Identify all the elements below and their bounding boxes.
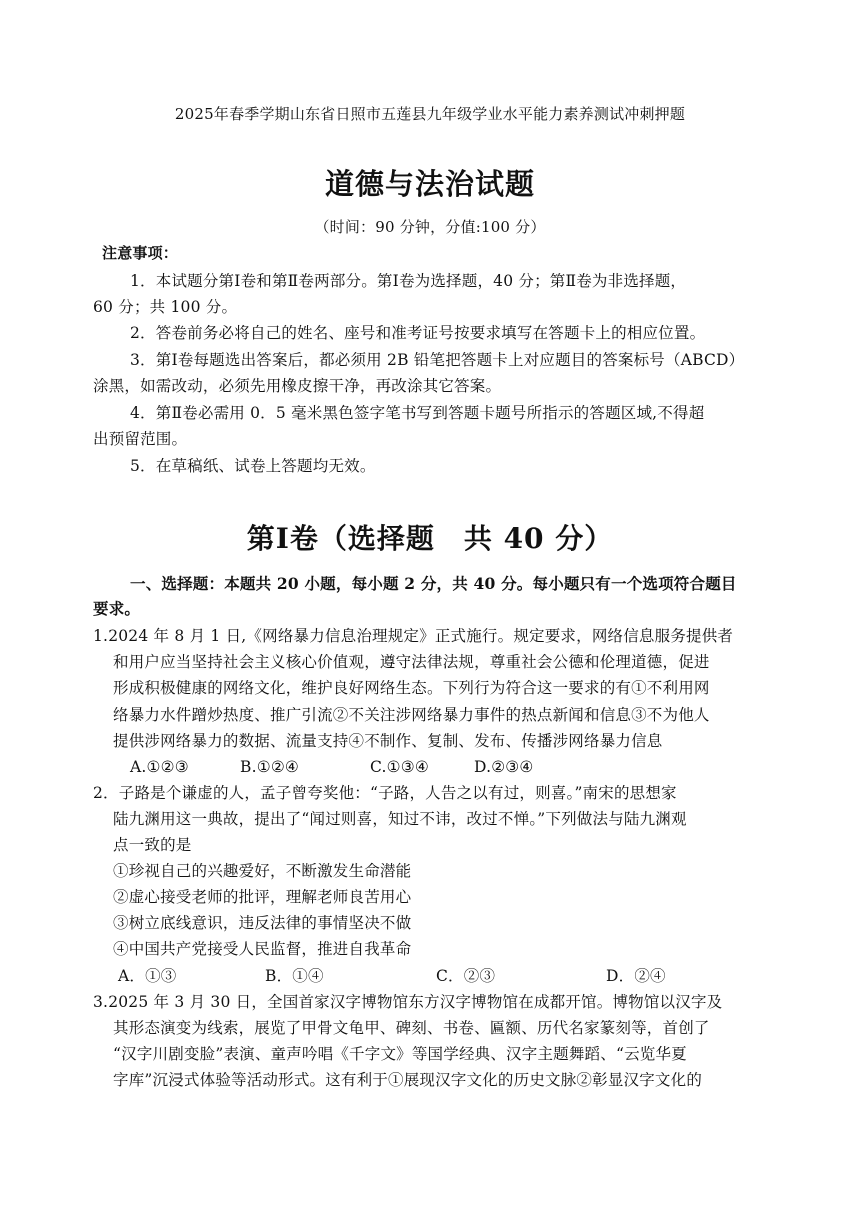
question-1-line: 形成积极健康的网络文化，维护良好网络生态。下列行为符合这一要求的有①不利用网: [113, 679, 710, 697]
notice-line: 出预留范围。: [93, 430, 188, 448]
section-instruction: 要求。: [93, 599, 141, 618]
question-2-line: 陆九渊用这一典故，提出了“闻过则喜，知过不讳，改过不惮。”下列做法与陆九渊观: [113, 810, 687, 828]
option-a: A．①③: [118, 967, 177, 985]
question-2-line: ④中国共产党接受人民监督，推进自我革命: [113, 940, 412, 958]
notice-line: 60 分；共 100 分。: [93, 298, 238, 316]
notice-line: 1．本试题分第Ⅰ卷和第Ⅱ卷两部分。第Ⅰ卷为选择题，40 分；第Ⅱ卷为非选择题，: [130, 272, 687, 290]
section-instruction: 一、选择题：本题共 20 小题，每小题 2 分，共 40 分。每小题只有一个选项符合题目: [130, 574, 737, 593]
question-1-line: 络暴力水件蹭炒热度、推广引流②不关注涉网络暴力事件的热点新闻和信息③不为他人: [113, 706, 710, 724]
question-2-line: 2．子路是个谦虚的人，孟子曾夸奖他：“子路，人告之以有过，则喜。”南宋的思想家: [93, 784, 677, 802]
question-3-line: 其形态演变为线索，展览了甲骨文龟甲、碑刻、书卷、匾额、历代名家篆刻等，首创了: [113, 1019, 710, 1037]
exam-title: 道德与法治试题: [324, 167, 535, 201]
notice-heading: 注意事项：: [102, 244, 179, 262]
section-heading: 第Ⅰ卷（选择题 共 40 分）: [246, 522, 614, 555]
option-c: C．②③: [436, 967, 496, 985]
question-2-line: ③树立底线意识，违反法律的事情坚决不做: [113, 914, 412, 932]
question-2-line: ②虚心接受老师的批评，理解老师良苦用心: [113, 888, 412, 906]
question-1-line: 和用户应当坚持社会主义核心价值观，遵守法律法规，尊重社会公德和伦理道德，促进: [113, 653, 710, 671]
question-3-line: “汉字川剧变脸”表演、童声吟唱《千字文》等国学经典、汉字主题舞蹈、“云览华夏: [113, 1045, 687, 1063]
option-b: B.①②④: [240, 758, 300, 776]
question-3-line: 3.2025 年 3 月 30 日，全国首家汉字博物馆东方汉字博物馆在成都开馆。博物馆以汉字及: [93, 993, 723, 1011]
notice-line: 5．在草稿纸、试卷上答题均无效。: [130, 457, 376, 475]
notice-line: 4．第Ⅱ卷必需用 0．5 毫米黑色签字笔书写到答题卡题号所指示的答题区域,不得超: [130, 404, 705, 422]
exam-time-score: （时间：90 分钟，分值:100 分）: [314, 218, 546, 236]
option-c: C.①③④: [370, 758, 429, 776]
option-b: B．①④: [265, 967, 324, 985]
option-d: D.②③④: [474, 758, 534, 776]
notice-line: 2．答卷前务必将自己的姓名、座号和准考证号按要求填写在答题卡上的相应位置。: [130, 324, 706, 342]
question-1-line: 提供涉网络暴力的数据、流量支持④不制作、复制、发布、传播涉网络暴力信息: [113, 732, 663, 750]
exam-subtitle: 2025年春季学期山东省日照市五莲县九年级学业水平能力素养测试冲刺押题: [174, 105, 686, 123]
option-d: D．②④: [606, 967, 666, 985]
notice-line: 3．第Ⅰ卷每题选出答案后，都必须用 2B 铅笔把答题卡上对应题目的答案标号（ABCD）: [130, 351, 745, 369]
question-1-line: 1.2024 年 8 月 1 日,《网络暴力信息治理规定》正式施行。规定要求，网络信息服务提供者: [93, 627, 734, 645]
question-3-line: 字库”沉浸式体验等活动形式。这有利于①展现汉字文化的历史文脉②彰显汉字文化的: [113, 1071, 703, 1089]
notice-line: 涂黑，如需改动，必须先用橡皮擦干净，再改涂其它答案。: [93, 377, 502, 395]
question-2-line: 点一致的是: [113, 836, 192, 854]
question-2-line: ①珍视自己的兴趣爱好，不断激发生命潜能: [113, 862, 412, 880]
option-a: A.①②③: [130, 758, 189, 776]
